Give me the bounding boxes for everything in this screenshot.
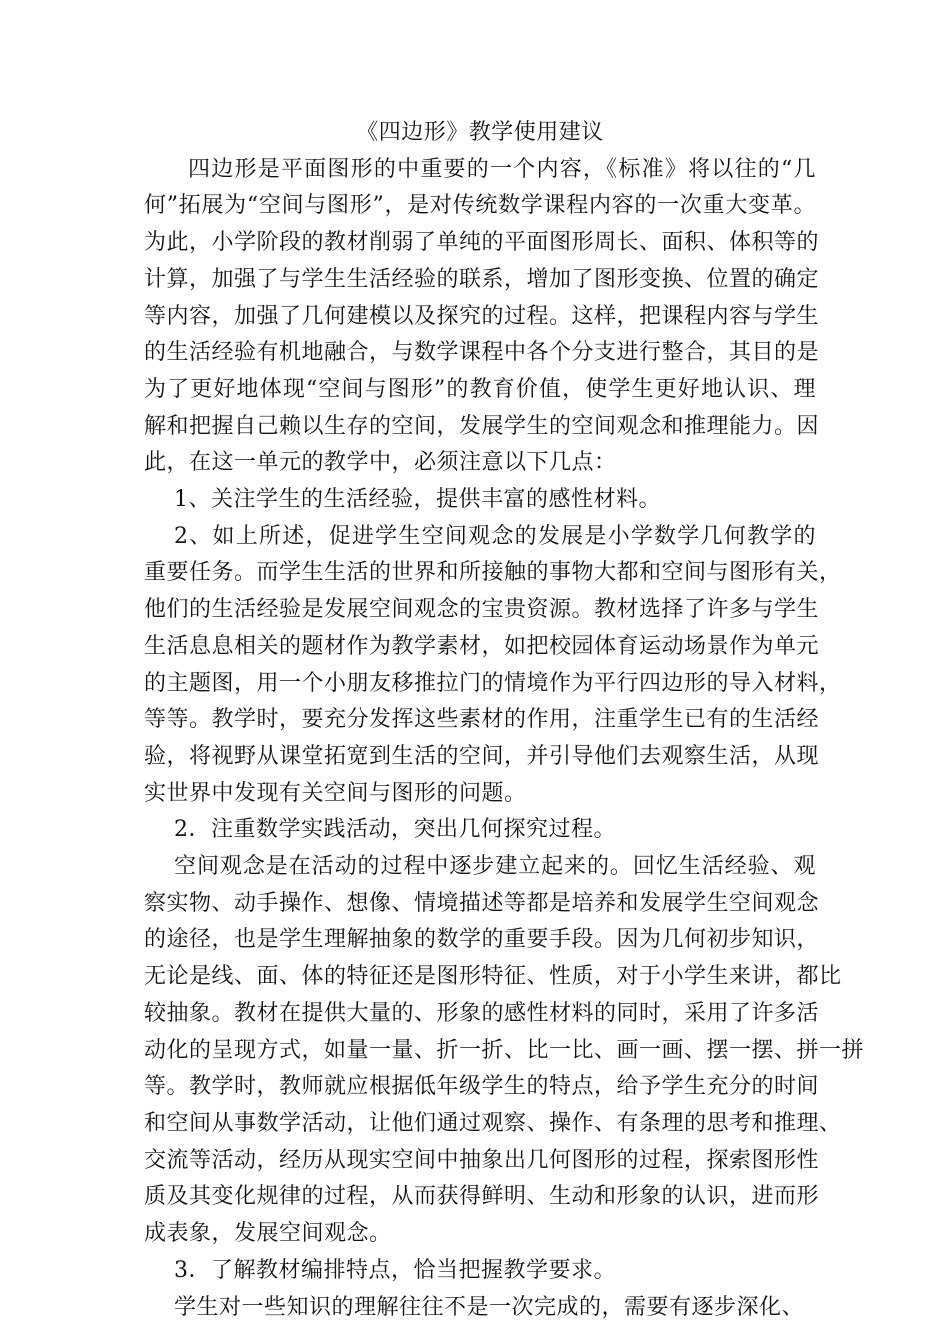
paragraph-line: 的生活经验有机地融合，与数学课程中各个分支进行整合，其目的是 [144,340,820,366]
paragraph-line: 为了更好地体现“空间与图形”的教育价值，使学生更好地认识、理 [144,376,816,402]
paragraph-line: 3．了解教材编排特点，恰当把握教学要求。 [174,1257,616,1283]
paragraph-line: 四边形是平面图形的中重要的一个内容，《标准》将以往的“几 [188,156,816,182]
paragraph-line: 1、关注学生的生活经验，提供丰富的感性材料。 [174,487,661,513]
paragraph-line: 解和把握自己赖以生存的空间，发展学生的空间观念和推理能力。因 [144,413,820,439]
paragraph-point-3-body [144,1290,816,1327]
paragraph-line: 验，将视野从课堂拓宽到生活的空间，并引导他们去观察生活，从现 [144,743,820,769]
paragraph-line: 交流等活动，经历从现实空间中抽象出几何图形的过程，探索图形性 [144,1147,820,1173]
paragraph-line: 等。教学时，教师就应根据低年级学生的特点，给予学生充分的时间 [144,1074,820,1100]
document-page [144,115,865,1326]
document-body [144,152,865,1327]
paragraph-line: 的主题图，用一个小朋友移推拉门的情境作为平行四边形的导入材料， [144,670,842,696]
paragraph-line: 等内容，加强了几何建模以及探究的过程。这样，把课程内容与学生 [144,303,820,329]
paragraph-line: 成表象，发展空间观念。 [144,1221,392,1247]
paragraph-line: 何”拓展为“空间与图形”，是对传统数学课程内容的一次重大变革。 [144,193,816,219]
paragraph-line: 和空间从事数学活动，让他们通过观察、操作、有条理的思考和推理、 [144,1110,842,1136]
paragraph-point-2-body [144,849,865,1253]
paragraph-line: 重要任务。而学生生活的世界和所接触的事物大都和空间与图形有关， [144,560,842,586]
paragraph-line: 他们的生活经验是发展空间观念的宝贵资源。教材选择了许多与学生 [144,597,820,623]
paragraph-line: 察实物、动手操作、想像、情境描述等都是培养和发展学生空间观念 [144,890,820,916]
paragraph-point-1-body [144,519,842,813]
document-title: 《四边形》教学使用建议 [356,120,604,145]
paragraph-line: 较抽象。教材在提供大量的、形象的感性材料的同时，采用了许多活 [144,1000,820,1026]
paragraph-line: 等等。教学时，要充分发挥这些素材的作用，注重学生已有的生活经 [144,707,820,733]
paragraph-line: 空间观念是在活动的过程中逐步建立起来的。回忆生活经验、观 [174,854,816,880]
paragraph-line: 生活息息相关的题材作为教学素材，如把校园体育运动场景作为单元 [144,633,820,659]
paragraph-line: 质及其变化规律的过程，从而获得鲜明、生动和形象的认识，进而形 [144,1184,820,1210]
paragraph-line: 学生对一些知识的理解往往不是一次完成的，需要有逐步深化、 [174,1294,805,1320]
paragraph-point-3 [144,1253,816,1290]
paragraph-line: 2、如上所述，促进学生空间观念的发展是小学数学几何教学的 [174,523,816,549]
paragraph-line: 为此，小学阶段的教材削弱了单纯的平面图形周长、面积、体积等的 [144,230,820,256]
paragraph-line: 计算，加强了与学生生活经验的联系，增加了图形变换、位置的确定 [144,266,820,292]
paragraph-line: 无论是线、面、体的特征还是图形特征、性质，对于小学生来讲，都比 [144,964,842,990]
paragraph-point-2 [144,812,816,849]
paragraph-line: 动化的呈现方式，如量一量、折一折、比一比、画一画、摆一摆、拼一拼 [144,1037,865,1063]
paragraph-line: 实世界中发现有关空间与图形的问题。 [144,780,527,806]
paragraph-intro [144,152,820,482]
paragraph-line: 的途径，也是学生理解抽象的数学的重要手段。因为几何初步知识， [144,927,820,953]
paragraph-line: 2．注重数学实践活动，突出几何探究过程。 [174,817,616,843]
paragraph-line: 此，在这一单元的教学中，必须注意以下几点： [144,450,617,476]
paragraph-point-1 [144,482,816,519]
